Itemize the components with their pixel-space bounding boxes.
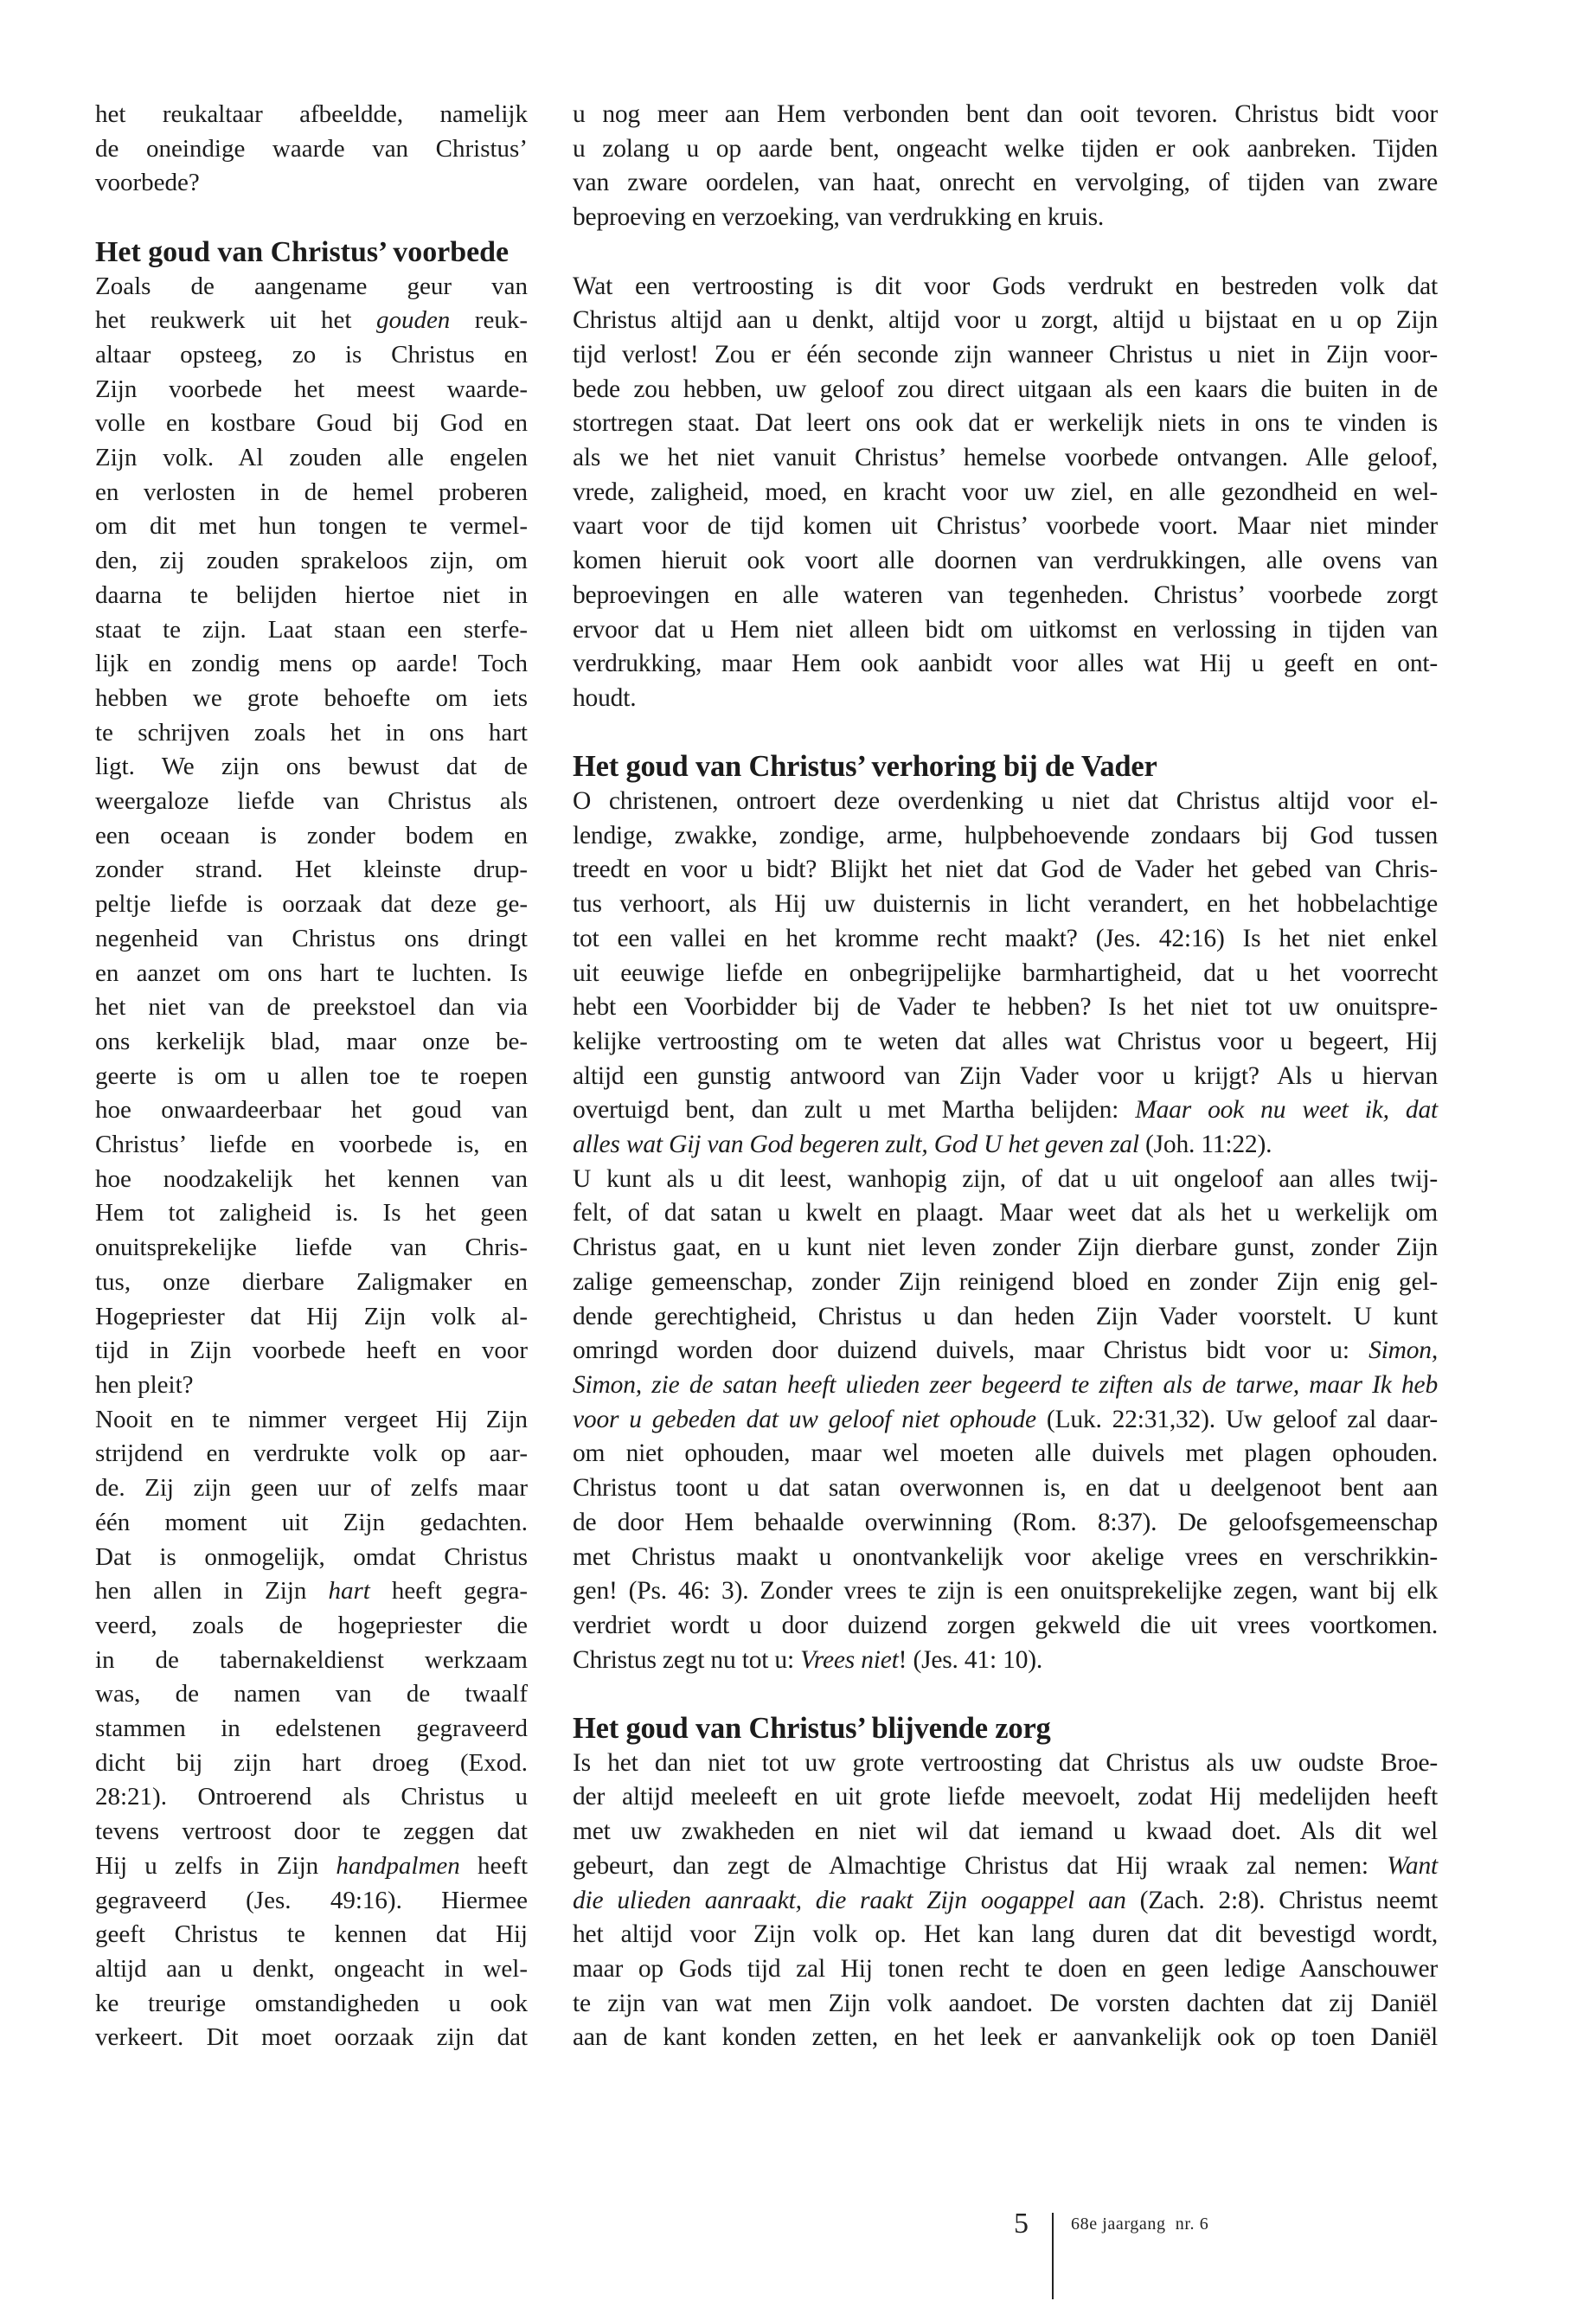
text-line: aan de kant konden zetten, en het leek er aanvankelijk ook op toen Daniël xyxy=(573,2023,1438,2052)
text-line: één moment uit Zijn gedachten. xyxy=(95,1508,528,1536)
text-line: felt, of dat satan u kwelt en plaagt. Maar weet dat als het u werkelijk om xyxy=(573,1199,1438,1227)
scripture-reference: (Joh. 11:22). xyxy=(1138,1131,1272,1159)
paragraph-zorg xyxy=(573,1747,1438,2055)
text-line: zalige gemeenschap, zonder Zijn reinigend bloed en zonder Zijn enig gel- xyxy=(573,1267,1438,1296)
text-line: O christenen, ontroert deze overdenking u niet dat Christus altijd voor el- xyxy=(573,787,1438,816)
text-line: geeft Christus te kennen dat Hij xyxy=(95,1920,528,1949)
text-line: hebben we grote behoefte om iets xyxy=(95,683,528,712)
text-line: den, zij zouden sprakeloos zijn, om xyxy=(95,547,528,575)
text-line: Zijn volk. Al zouden alle engelen xyxy=(95,444,528,472)
scripture-reference: (Luk. 22:31,32). Uw geloof zal daar- xyxy=(1035,1405,1438,1433)
text-line: verdrukking, maar Hem ook aanbidt voor alles wat Hij u geeft en ont- xyxy=(573,650,1438,678)
text-line: verkeert. Dit moet oorzaak zijn dat xyxy=(95,2023,528,2052)
text-line: vaart voor de tijd komen uit Christus’ voorbede voort. Maar niet minder xyxy=(573,512,1438,541)
text-line: te schrijven zoals het in ons hart xyxy=(95,718,528,747)
text-line: Hogepriester dat Hij Zijn volk al- xyxy=(95,1302,528,1330)
text-line: der altijd meeleeft en uit grote liefde meevoelt, zodat Hij medelijden heeft xyxy=(573,1783,1438,1811)
scripture-quote: Maar ook nu weet ik, dat xyxy=(1135,1096,1438,1125)
text-line: Zijn voorbede het meest waarde- xyxy=(95,375,528,403)
text-line: tus, onze dierbare Zaligmaker en xyxy=(95,1267,528,1296)
text-line: beproevingen en alle wateren van tegenheden. Christus’ voorbede zorgt xyxy=(573,580,1438,609)
scripture-quote: alles wat Gij van God begeren zult, God U het geven zal xyxy=(573,1131,1139,1159)
text-line: gegraveerd (Jes. 49:16). Hiermee xyxy=(95,1886,528,1914)
text-line: Christus altijd aan u denkt, altijd voor u zorgt, altijd u bijstaat en u op Zijn xyxy=(573,306,1438,335)
text-line: de door Hem behaalde overwinning (Rom. 8:37). De geloofsgemeenschap xyxy=(573,1508,1438,1536)
text-line: als we het niet vanuit Christus’ hemelse voorbede ontvangen. Alle geloof, xyxy=(573,444,1438,472)
text-line: houdt. xyxy=(573,683,637,712)
text-line: volle en kostbare Goud bij God en xyxy=(95,409,528,438)
text-line: Christus gaat, en u kunt niet leven zonder Zijn dierbare gunst, zonder Zijn xyxy=(573,1234,1438,1262)
text-line: lijk en zondig mens op aarde! Toch xyxy=(95,650,528,678)
scripture-quote: Want xyxy=(1387,1851,1438,1880)
text-line: ervoor dat u Hem niet alleen bidt om uitkomst en verlossing in tijden van xyxy=(573,615,1438,644)
paragraph-nooit xyxy=(95,1403,528,2055)
text-line: hoe onwaardeerbaar het goud van xyxy=(95,1096,528,1125)
text-line: tijd in Zijn voorbede heeft en voor xyxy=(95,1336,528,1365)
text-line: Zoals de aangename geur van xyxy=(95,272,528,300)
text-line: tot een vallei en het kromme recht maakt? (Jes. 42:16) Is het niet enkel xyxy=(573,924,1438,952)
text-line: altaar opsteeg, zo is Christus en xyxy=(95,340,528,369)
text-line: u zolang u op aarde bent, ongeacht welke tijden er ook aanbreken. Tijden xyxy=(573,134,1438,163)
scripture-quote: voor u gebeden dat uw geloof niet ophoude xyxy=(573,1405,1036,1433)
text-line: maar op Gods tijd zal Hij tonen recht te doen en geen ledige Aanschouwer xyxy=(573,1954,1438,1983)
emphasis-text: hart xyxy=(328,1577,370,1606)
text-line: beproeving en verzoeking, van verdrukking en kruis. xyxy=(573,203,1105,232)
text-line: altijd aan u denkt, ongeacht in wel- xyxy=(95,1954,528,1983)
text-line: tevens vertroost door te zeggen dat xyxy=(95,1817,528,1846)
text-line: hoe noodzakelijk het kennen van xyxy=(95,1164,528,1193)
text-line xyxy=(573,1884,1438,1919)
text-line: stortregen staat. Dat leert ons ook dat er werkelijk niets in ons te vinden is xyxy=(573,409,1438,438)
text-line: in de tabernakeldienst werkzaam xyxy=(95,1645,528,1674)
emphasis-text: handpalmen xyxy=(336,1851,460,1880)
text-line: peltje liefde is oorzaak dat deze ge- xyxy=(95,890,528,919)
text-line xyxy=(573,1403,1438,1438)
text-line: U kunt als u dit leest, wanhopig zijn, of dat u uit ongeloof aan alles twij- xyxy=(573,1164,1438,1193)
text-line: te zijn van wat men Zijn volk aandoet. De vorsten dachten dat zij Daniël xyxy=(573,1989,1438,2017)
text-line: u nog meer aan Hem verbonden bent dan ooit tevoren. Christus bidt voor xyxy=(573,100,1438,128)
text-line: dicht bij zijn hart droeg (Exod. xyxy=(95,1748,528,1777)
footer-divider xyxy=(1052,2213,1054,2299)
text-line: ons kerkelijk blad, maar onze be- xyxy=(95,1027,528,1055)
text-line: voorbede? xyxy=(95,169,200,197)
scripture-quote: Simon, xyxy=(1368,1336,1438,1365)
text-line: ligt. We zijn ons bewust dat de xyxy=(95,753,528,781)
text-line: 28:21). Ontroerend als Christus u xyxy=(95,1783,528,1811)
right-column xyxy=(573,98,1438,2055)
text-line: het altijd voor Zijn volk op. Het kan lang duren dat dit bevestigd wordt, xyxy=(573,1920,1438,1949)
text-line: strijdend en verdrukte volk op aar- xyxy=(95,1439,528,1468)
text-line xyxy=(573,1368,1438,1403)
paragraph-voorbede xyxy=(95,270,528,1403)
journal-issue-info: 68e jaargang nr. 6 xyxy=(1071,2214,1209,2234)
text-line: komen hieruit ook voort alle doornen van verdrukkingen, alle ovens van xyxy=(573,547,1438,575)
text-line: het reukwerk uit het gouden reuk- xyxy=(95,306,528,335)
scripture-quote: Vrees niet xyxy=(800,1645,899,1674)
text-line: Christus’ liefde en voorbede is, en xyxy=(95,1131,528,1159)
text-line: de. Zij zijn geen uur of zelfs maar xyxy=(95,1474,528,1503)
section-heading-voorbede: Het goud van Christus’ voorbede xyxy=(95,235,510,268)
text-line: Wat een vertroosting is dit voor Gods verdrukt en bestreden volk dat xyxy=(573,272,1438,300)
text-line: Christus toont u dat satan overwonnen is, en dat u deelgenoot bent aan xyxy=(573,1474,1438,1503)
text-line: altijd een gunstig antwoord van Zijn Vader voor u krijgt? Als u hiervan xyxy=(573,1061,1438,1090)
text-line: geerte is om u allen toe te roepen xyxy=(95,1061,528,1090)
text-line: kelijke vertroosting om te weten dat alles wat Christus voor u begeert, Hij xyxy=(573,1027,1438,1055)
text-line: tijd verlost! Zou er één seconde zijn wanneer Christus u niet in Zijn voor- xyxy=(573,340,1438,369)
text-line: overtuigd bent, dan zult u met Martha belijden: Maar ook nu weet ik, dat xyxy=(573,1096,1438,1125)
text-line: zonder strand. Het kleinste drup- xyxy=(95,856,528,884)
section-heading-verhoring: Het goud van Christus’ verhoring bij de Vader xyxy=(573,750,1157,784)
text-line: gebeurt, dan zegt de Almachtige Christus dat Hij wraak zal nemen: Want xyxy=(573,1851,1438,1880)
text-line: Is het dan niet tot uw grote vertroosting dat Christus als uw oudste Broe- xyxy=(573,1748,1438,1777)
scripture-quote: Simon, zie de satan heeft ulieden zeer begeerd te ziften als de tarwe, maar Ik heb xyxy=(573,1370,1438,1399)
scripture-quote: die ulieden aanraakt, die raakt Zijn oogappel aan xyxy=(573,1886,1126,1914)
left-column xyxy=(95,98,528,2055)
paragraph-continued xyxy=(573,98,1438,235)
text-line: hen allen in Zijn hart heeft gegra- xyxy=(95,1577,528,1606)
text-line: het reukaltaar afbeeldde, namelijk xyxy=(95,100,528,128)
text-line: en verlosten in de hemel proberen xyxy=(95,478,528,506)
text-line: tus verhoort, als Hij uw duisternis in licht verandert, en het hobbelachtige xyxy=(573,890,1438,919)
text-line xyxy=(573,1128,1438,1163)
text-line: was, de namen van de twaalf xyxy=(95,1680,528,1708)
text-line: en aanzet om ons hart te luchten. Is xyxy=(95,958,528,987)
text-line: met Christus maakt u onontvankelijk voor akelige vrees en verschrikkin- xyxy=(573,1542,1438,1571)
text-line: een oceaan is zonder bodem en xyxy=(95,821,528,849)
paragraph-wanhopig xyxy=(573,1163,1438,1678)
text-line: hen pleit? xyxy=(95,1371,194,1399)
section-heading-zorg: Het goud van Christus’ blijvende zorg xyxy=(573,1712,1051,1745)
text-line: daarna te belijden hiertoe niet in xyxy=(95,580,528,609)
text-line: uit eeuwige liefde en onbegrijpelijke barmhartigheid, dat u het voorrecht xyxy=(573,958,1438,987)
scripture-reference: (Zach. 2:8). Christus neemt xyxy=(1125,1886,1438,1914)
text-line: Dat is onmogelijk, omdat Christus xyxy=(95,1542,528,1571)
paragraph-verhoring xyxy=(573,785,1438,1163)
text-line: het niet van de preekstoel dan via xyxy=(95,993,528,1022)
text-line: om niet ophouden, maar wel moeten alle duivels met plagen ophouden. xyxy=(573,1439,1438,1468)
text-line: onuitsprekelijke liefde van Chris- xyxy=(95,1234,528,1262)
text-line: bede zou hebben, uw geloof zou direct uitgaan als een kaars die buiten in de xyxy=(573,375,1438,403)
text-line: Hem tot zaligheid is. Is het geen xyxy=(95,1199,528,1227)
text-line: stammen in edelstenen gegraveerd xyxy=(95,1715,528,1743)
text-line: omringd worden door duizend duivels, maar Christus bidt voor u: Simon, xyxy=(573,1336,1438,1365)
text-line: Christus zegt nu tot u: Vrees niet! (Jes. 41: 10). xyxy=(573,1645,1043,1674)
text-line: ke treurige omstandigheden u ook xyxy=(95,1989,528,2017)
text-line: om dit met hun tongen te vermel- xyxy=(95,512,528,541)
text-line: de oneindige waarde van Christus’ xyxy=(95,134,528,163)
text-line: van zware oordelen, van haat, onrecht en vervolging, of tijden van zware xyxy=(573,169,1438,197)
emphasis-text: gouden xyxy=(375,306,451,335)
text-line: vrede, zaligheid, moed, en kracht voor uw ziel, en alle gezondheid en wel- xyxy=(573,478,1438,506)
text-line: veerd, zoals de hogepriester die xyxy=(95,1611,528,1639)
text-line: Nooit en te nimmer vergeet Hij Zijn xyxy=(95,1405,528,1433)
intro-paragraph xyxy=(95,98,528,201)
text-line: met uw zwakheden en niet wil dat iemand u kwaad doet. Als dit wel xyxy=(573,1817,1438,1846)
text-line: Hij u zelfs in Zijn handpalmen heeft xyxy=(95,1851,528,1880)
text-line: treedt en voor u bidt? Blijkt het niet dat God de Vader het gebed van Chris- xyxy=(573,856,1438,884)
text-line: gen! (Ps. 46: 3). Zonder vrees te zijn is een onuitsprekelijke zegen, want bij elk xyxy=(573,1577,1438,1606)
text-line: weergaloze liefde van Christus als xyxy=(95,787,528,816)
text-line: hebt een Voorbidder bij de Vader te hebben? Is het niet tot uw onuitspre- xyxy=(573,993,1438,1022)
text-line: lendige, zwakke, zondige, arme, hulpbehoevende zondaars bij God tussen xyxy=(573,821,1438,849)
text-line: staat te zijn. Laat staan een sterfe- xyxy=(95,615,528,644)
text-line: verdriet wordt u door duizend zorgen gekweld die uit vrees voortkomen. xyxy=(573,1611,1438,1639)
text-line: negenheid van Christus ons dringt xyxy=(95,924,528,952)
paragraph-comfort xyxy=(573,270,1438,716)
page-number: 5 xyxy=(1014,2208,1029,2240)
text-line: dende gerechtigheid, Christus u dan heden Zijn Vader voorstelt. U kunt xyxy=(573,1302,1438,1330)
page-footer xyxy=(952,2189,1384,2301)
